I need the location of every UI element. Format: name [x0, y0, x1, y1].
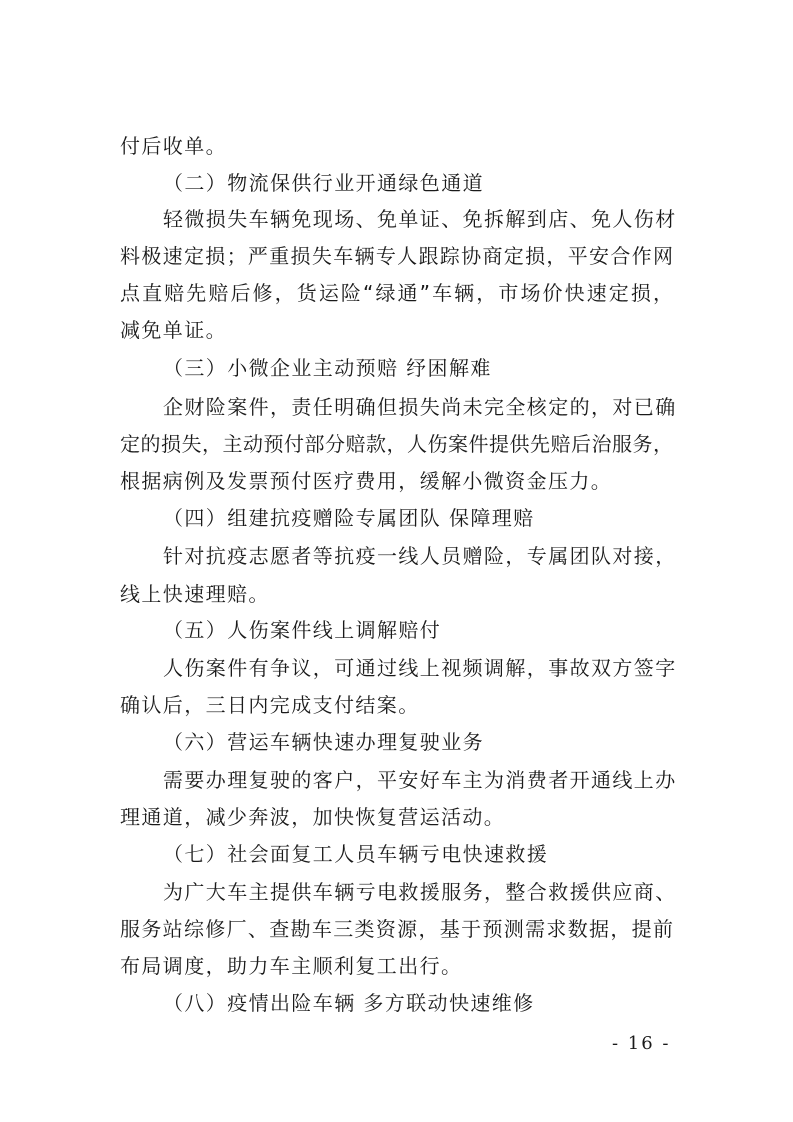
text-line: 料极速定损；严重损失车辆专人跟踪协商定损，平安合作网 [120, 244, 673, 268]
section-heading: （八）疫情出险车辆 多方联动快速维修 [163, 991, 535, 1015]
text-line: 根据病例及发票预付医疗费用，缓解小微资金压力。 [120, 469, 613, 493]
text-line: 定的损失，主动预付部分赔款，人伤案件提供先赔后治服务， [120, 432, 673, 456]
text-line: 针对抗疫志愿者等抗疫一线人员赠险，专属团队对接， [163, 544, 677, 568]
section-heading: （三）小微企业主动预赔 纾困解难 [163, 356, 492, 380]
text-line: 人伤案件有争议，可通过线上视频调解，事故双方签字 [163, 656, 677, 680]
text-line: 轻微损失车辆免现场、免单证、免拆解到店、免人伤材 [163, 207, 677, 231]
section-heading: （七）社会面复工人员车辆亏电快速救援 [163, 842, 549, 866]
section-heading: （四）组建抗疫赠险专属团队 保障理赔 [163, 506, 535, 530]
text-line: 线上快速理赔。 [120, 582, 270, 606]
text-line: 布局调度，助力车主顺利复工出行。 [120, 954, 463, 978]
text-line: 需要办理复驶的客户，平安好车主为消费者开通线上办 [163, 768, 677, 792]
section-heading: （五）人伤案件线上调解赔付 [163, 618, 442, 642]
text-line: 服务站综修厂、查勘车三类资源，基于预测需求数据，提前 [120, 917, 673, 941]
text-line: 减免单证。 [120, 318, 227, 342]
text-line: 企财险案件，责任明确但损失尚未完全核定的，对已确 [163, 395, 677, 419]
section-heading: （六）营运车辆快速办理复驶业务 [163, 730, 484, 754]
text-line: 点直赔先赔后修，货运险“绿通”车辆，市场价快速定损， [120, 281, 673, 305]
section-heading: （二）物流保供行业开通绿色通道 [163, 171, 484, 195]
text-line: 理通道，减少奔波，加快恢复营运活动。 [120, 805, 506, 829]
text-line: 付后收单。 [120, 134, 227, 158]
text-line: 为广大车主提供车辆亏电救援服务，整合救援供应商、 [163, 880, 677, 904]
page-number: - 16 - [612, 1033, 671, 1054]
text-line: 确认后，三日内完成支付结案。 [120, 693, 420, 717]
